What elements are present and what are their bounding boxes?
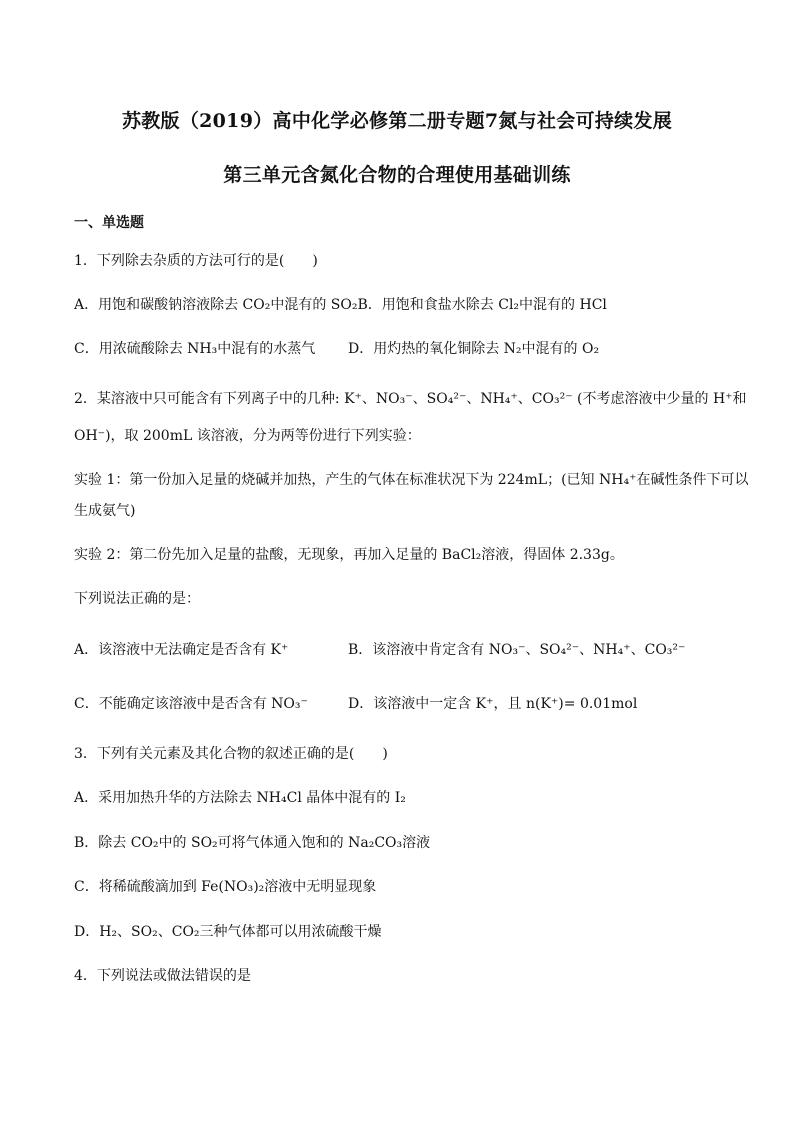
question-2-stem-line1: 2．某溶液中只可能含有下列离子中的几种: K⁺、NO₃⁻、SO₄²⁻、NH₄⁺、CO₃²⁻ (不考虑溶液中少量的 H⁺和 (74, 391, 747, 407)
question-2-experiment-1-line1: 实验 1：第一份加入足量的烧碱并加热，产生的气体在标准状况下为 224mL；(已知 NH₄⁺在碱性条件下可以 (74, 472, 749, 488)
question-4-stem: 4．下列说法或做法错误的是 (74, 968, 251, 984)
question-3-stem: 3．下列有关元素及其化合物的叙述正确的是( ) (74, 746, 388, 762)
question-1-option-d: D．用灼热的氧化铜除去 N₂中混有的 O₂ (348, 341, 600, 357)
question-2-option-b: B．该溶液中肯定含有 NO₃⁻、SO₄²⁻、NH₄⁺、CO₃²⁻ (348, 642, 686, 658)
document-title-line1: 苏教版（2019）高中化学必修第二册专题7氮与社会可持续发展 (121, 110, 673, 132)
question-1-option-c: C．用浓硫酸除去 NH₃中混有的水蒸气 (74, 341, 316, 357)
question-2-experiment-1-line2: 生成氨气) (74, 503, 136, 519)
question-2-option-d: D．该溶液中一定含 K⁺，且 n(K⁺)= 0.01mol (348, 696, 638, 712)
question-3-option-b: B．除去 CO₂中的 SO₂可将气体通入饱和的 Na₂CO₃溶液 (74, 835, 431, 851)
question-1-stem: 1．下列除去杂质的方法可行的是( ) (74, 253, 318, 269)
section-heading: 一、单选题 (74, 215, 144, 231)
question-2-option-a: A．该溶液中无法确定是否含有 K⁺ (74, 642, 289, 658)
question-2-prompt: 下列说法正确的是： (74, 591, 200, 607)
question-3-option-c: C．将稀硫酸滴加到 Fe(NO₃)₂溶液中无明显现象 (74, 879, 377, 895)
question-2-stem-line2: OH⁻)，取 200mL 该溶液，分为两等份进行下列实验： (74, 428, 421, 444)
question-1-option-a: A．用饱和碳酸钠溶液除去 CO₂中混有的 SO₂B．用饱和食盐水除去 Cl₂中混有的 HCl (74, 297, 607, 313)
document-title-line2: 第三单元含氮化合物的合理使用基础训练 (223, 164, 571, 186)
question-2-option-c: C．不能确定该溶液中是否含有 NO₃⁻ (74, 696, 308, 712)
question-3-option-d: D．H₂、SO₂、CO₂三种气体都可以用浓硫酸干燥 (74, 924, 382, 940)
question-2-experiment-2: 实验 2：第二份先加入足量的盐酸，无现象，再加入足量的 BaCl₂溶液，得固体 2.33g。 (74, 547, 624, 563)
question-3-option-a: A．采用加热升华的方法除去 NH₄Cl 晶体中混有的 I₂ (74, 790, 406, 806)
